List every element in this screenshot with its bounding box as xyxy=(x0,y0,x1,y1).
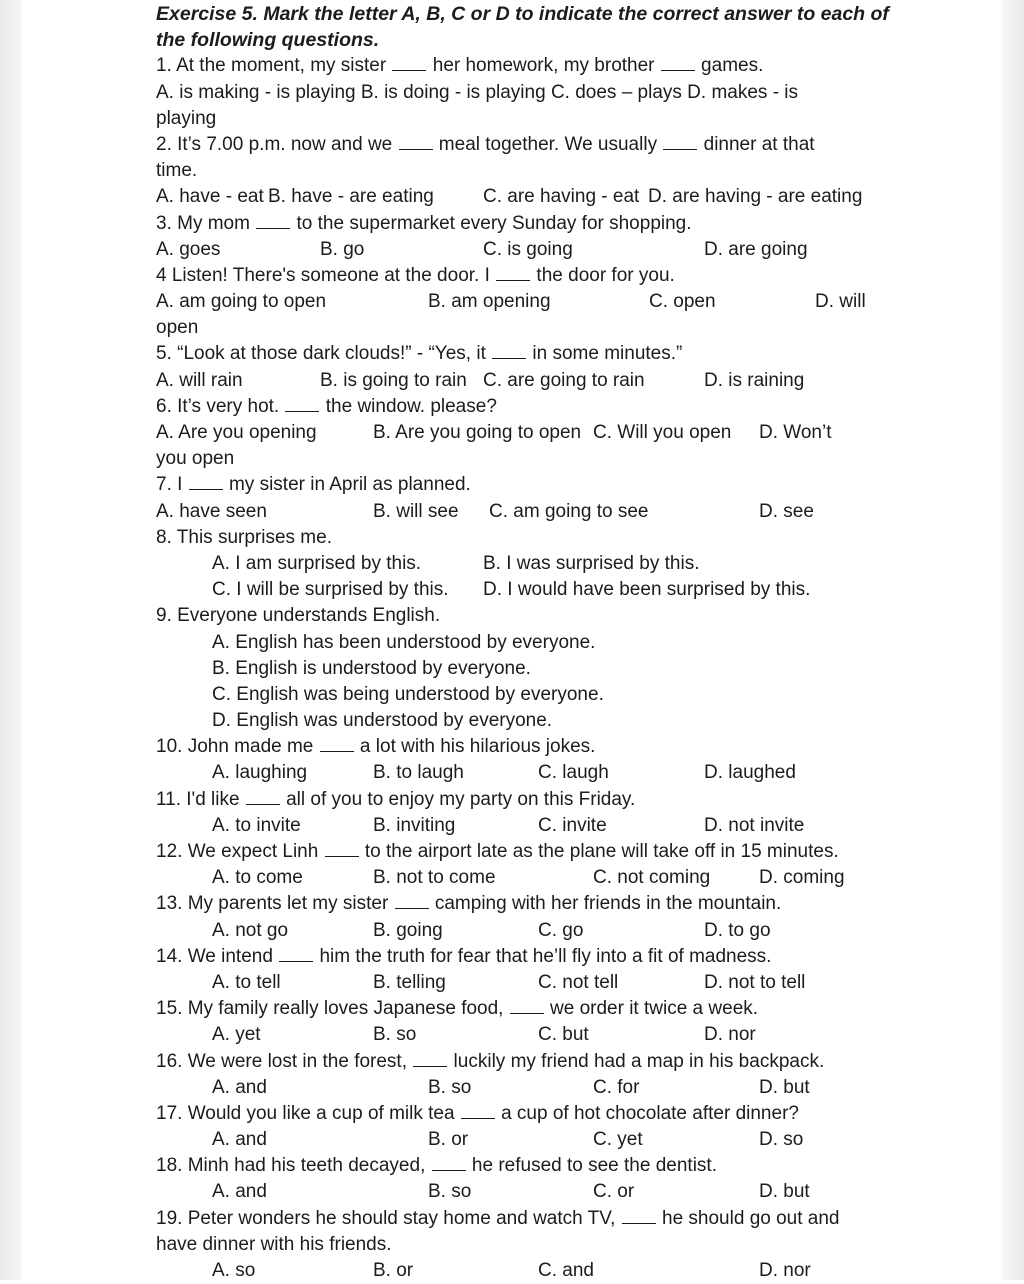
question-5: 5. “Look at those dark clouds!” - “Yes, it in some minutes.” xyxy=(156,343,683,365)
question-6: 6. It’s very hot. the window. please? xyxy=(156,395,497,417)
option-b[interactable]: B. will see xyxy=(373,500,459,522)
option-d[interactable]: D. coming xyxy=(759,867,845,889)
option-d[interactable]: D. nor xyxy=(759,1260,811,1281)
question-14: 14. We intend him the truth for fear that he’ll fly into a fit of madness. xyxy=(156,945,772,967)
question-4: 4 Listen! There's someone at the door. I the door for you. xyxy=(156,264,675,286)
answer-blank[interactable] xyxy=(320,737,354,752)
option-c[interactable]: C. go xyxy=(538,919,584,941)
option-a[interactable]: A. and xyxy=(212,1181,267,1203)
option-c[interactable]: C. English was being understood by everyone. xyxy=(212,683,604,705)
answer-blank[interactable] xyxy=(395,894,429,909)
question-12-options xyxy=(156,865,876,891)
exercise-title: Exercise 5. Mark the letter A, B, C or D to indicate the correct answer to each of xyxy=(156,3,889,25)
question-4-options xyxy=(156,289,876,315)
option-a[interactable]: A. Are you opening xyxy=(156,422,317,443)
option-d[interactable]: D. English was understood by everyone. xyxy=(212,710,553,732)
option-a[interactable]: A. and xyxy=(212,1076,267,1098)
option-a[interactable]: A. so xyxy=(212,1260,256,1281)
worksheet xyxy=(156,0,889,1284)
answer-blank[interactable] xyxy=(413,1052,447,1067)
question-19-cont: have dinner with his friends. xyxy=(156,1233,392,1255)
question-18: 18. Minh had his teeth decayed, he refused to see the dentist. xyxy=(156,1155,717,1177)
option-c[interactable]: C. I will be surprised by this. xyxy=(212,579,449,601)
option-d[interactable]: D. is raining xyxy=(704,369,805,391)
option-c[interactable]: C. Will you open xyxy=(593,422,732,443)
option-a[interactable]: A. and xyxy=(212,1129,267,1151)
answer-blank[interactable] xyxy=(432,1156,466,1171)
option-b[interactable]: B. inviting xyxy=(373,814,456,836)
question-13: 13. My parents let my sister camping with her friends in the mountain. xyxy=(156,893,782,915)
question-15-options xyxy=(156,1022,876,1048)
answer-blank[interactable] xyxy=(492,344,526,359)
option-d[interactable]: D. Won’t xyxy=(759,422,832,443)
answer-blank[interactable] xyxy=(392,56,426,71)
question-8-options-row1 xyxy=(156,551,876,577)
option-c[interactable]: C. is going xyxy=(483,238,573,260)
option-c[interactable]: C. are having - eat xyxy=(483,186,640,208)
option-b[interactable]: B. have - are eating xyxy=(268,186,434,208)
answer-blank[interactable] xyxy=(399,135,433,150)
option-c[interactable]: C. laugh xyxy=(538,762,609,784)
question-9: 9. Everyone understands English. xyxy=(156,605,441,627)
option-a[interactable]: A. to come xyxy=(212,867,303,889)
question-10-options xyxy=(156,760,876,786)
option-a[interactable]: A. laughing xyxy=(212,762,308,784)
option-a[interactable]: A. will rain xyxy=(156,369,243,391)
question-1-options: A. is making - is playing B. is doing - is playing C. does – plays D. makes - is xyxy=(156,81,799,103)
option-b[interactable]: B. not to come xyxy=(373,867,496,889)
option-b[interactable]: B. telling xyxy=(373,971,446,993)
option-a[interactable]: A. have seen xyxy=(156,500,267,522)
option-a[interactable]: A. am going to open xyxy=(156,291,327,313)
answer-blank[interactable] xyxy=(496,266,530,281)
option-d[interactable]: D. so xyxy=(759,1129,804,1151)
question-15: 15. My family really loves Japanese food, we order it twice a week. xyxy=(156,998,759,1020)
option-d[interactable]: D. not to tell xyxy=(704,971,806,993)
option-a[interactable]: A. to tell xyxy=(212,971,281,993)
option-d[interactable]: D. nor xyxy=(704,1024,756,1046)
question-13-options xyxy=(156,918,876,944)
option-d[interactable]: D. will xyxy=(815,291,866,313)
question-7-options xyxy=(156,499,876,525)
question-1: 1. At the moment, my sister her homework, my brother games. xyxy=(156,55,764,77)
option-d[interactable]: D. see xyxy=(759,500,814,522)
option-b[interactable]: B. Are you going to open xyxy=(373,422,582,443)
option-c[interactable]: C. not coming xyxy=(593,867,711,889)
option-a[interactable]: A. not go xyxy=(212,919,289,941)
answer-blank[interactable] xyxy=(246,790,280,805)
option-b[interactable]: B. go xyxy=(320,238,365,260)
option-a[interactable]: A. have - eat xyxy=(156,186,264,208)
option-d[interactable]: D. not invite xyxy=(704,814,805,836)
answer-blank[interactable] xyxy=(510,999,544,1014)
page-edge-right xyxy=(1002,0,1024,1280)
question-17: 17. Would you like a cup of milk tea a cup of hot chocolate after dinner? xyxy=(156,1102,799,1124)
option-b[interactable]: B. or xyxy=(428,1129,469,1151)
question-10: 10. John made me a lot with his hilarious jokes. xyxy=(156,736,596,758)
option-b[interactable]: B. English is understood by everyone. xyxy=(212,657,531,679)
question-14-options xyxy=(156,970,876,996)
option-b[interactable]: B. so xyxy=(428,1181,472,1203)
answer-blank[interactable] xyxy=(661,56,695,71)
question-8-options-row2 xyxy=(156,577,876,603)
question-2-options xyxy=(156,184,876,210)
option-c[interactable]: C. for xyxy=(593,1076,640,1098)
question-6-options-cont: you open xyxy=(156,448,235,470)
question-16-options xyxy=(156,1075,876,1101)
option-b[interactable]: B. to laugh xyxy=(373,762,464,784)
answer-blank[interactable] xyxy=(461,1104,495,1119)
option-d[interactable]: D. are going xyxy=(704,238,808,260)
question-19-options xyxy=(156,1258,876,1284)
question-19: 19. Peter wonders he should stay home and watch TV, he should go out and xyxy=(156,1207,840,1229)
question-8: 8. This surprises me. xyxy=(156,526,332,548)
option-b[interactable]: B. so xyxy=(428,1076,472,1098)
question-3: 3. My mom to the supermarket every Sunday for shopping. xyxy=(156,212,692,234)
option-c[interactable]: C. invite xyxy=(538,814,607,836)
option-d[interactable]: D. I would have been surprised by this. xyxy=(483,579,811,601)
question-16: 16. We were lost in the forest, luckily my friend had a map in his backpack. xyxy=(156,1050,825,1072)
answer-blank[interactable] xyxy=(189,475,223,490)
answer-blank[interactable] xyxy=(663,135,697,150)
question-18-options xyxy=(156,1179,876,1205)
question-6-options xyxy=(156,420,876,446)
option-b[interactable]: B. or xyxy=(373,1260,414,1281)
option-b[interactable]: B. am opening xyxy=(428,291,551,313)
option-b[interactable]: B. so xyxy=(373,1024,417,1046)
option-d[interactable]: D. but xyxy=(759,1076,810,1098)
question-1-options-cont: playing xyxy=(156,107,217,129)
answer-blank[interactable] xyxy=(285,397,319,412)
option-c[interactable]: C. but xyxy=(538,1024,589,1046)
answer-blank[interactable] xyxy=(279,947,313,962)
question-7: 7. I my sister in April as planned. xyxy=(156,474,471,496)
option-b[interactable]: B. I was surprised by this. xyxy=(483,552,700,574)
option-c[interactable]: C. yet xyxy=(593,1129,643,1151)
option-c[interactable]: C. and xyxy=(538,1260,594,1281)
answer-blank[interactable] xyxy=(622,1209,656,1224)
option-c[interactable]: C. am going to see xyxy=(489,500,649,522)
question-2-cont: time. xyxy=(156,160,198,182)
option-a[interactable]: A. goes xyxy=(156,238,221,260)
question-17-options xyxy=(156,1127,876,1153)
option-b[interactable]: B. is going to rain xyxy=(320,369,467,391)
answer-blank[interactable] xyxy=(325,842,359,857)
question-11: 11. I'd like all of you to enjoy my party on this Friday. xyxy=(156,788,636,810)
exercise-title-cont: the following questions. xyxy=(156,29,380,52)
question-4-options-cont: open xyxy=(156,317,199,339)
question-2: 2. It’s 7.00 p.m. now and we meal together. We usually dinner at that xyxy=(156,133,815,155)
option-a[interactable]: A. yet xyxy=(212,1024,261,1046)
option-a[interactable]: A. I am surprised by this. xyxy=(212,552,422,574)
option-b[interactable]: B. going xyxy=(373,919,443,941)
question-3-options xyxy=(156,237,876,263)
option-c[interactable]: C. open xyxy=(649,291,716,313)
page-edge-left xyxy=(0,0,22,1280)
question-11-options xyxy=(156,813,876,839)
question-5-options xyxy=(156,368,876,394)
answer-blank[interactable] xyxy=(256,214,290,229)
option-d[interactable]: D. are having - are eating xyxy=(648,186,863,208)
option-c[interactable]: C. or xyxy=(593,1181,635,1203)
question-12: 12. We expect Linh to the airport late as the plane will take off in 15 minutes. xyxy=(156,841,839,862)
option-a[interactable]: A. to invite xyxy=(212,814,301,836)
option-d[interactable]: D. but xyxy=(759,1181,810,1203)
option-d[interactable]: D. laughed xyxy=(704,762,796,784)
option-a[interactable]: A. English has been understood by everyone. xyxy=(212,631,596,653)
option-d[interactable]: D. to go xyxy=(704,919,771,941)
option-c[interactable]: C. not tell xyxy=(538,971,619,993)
option-c[interactable]: C. are going to rain xyxy=(483,369,645,391)
